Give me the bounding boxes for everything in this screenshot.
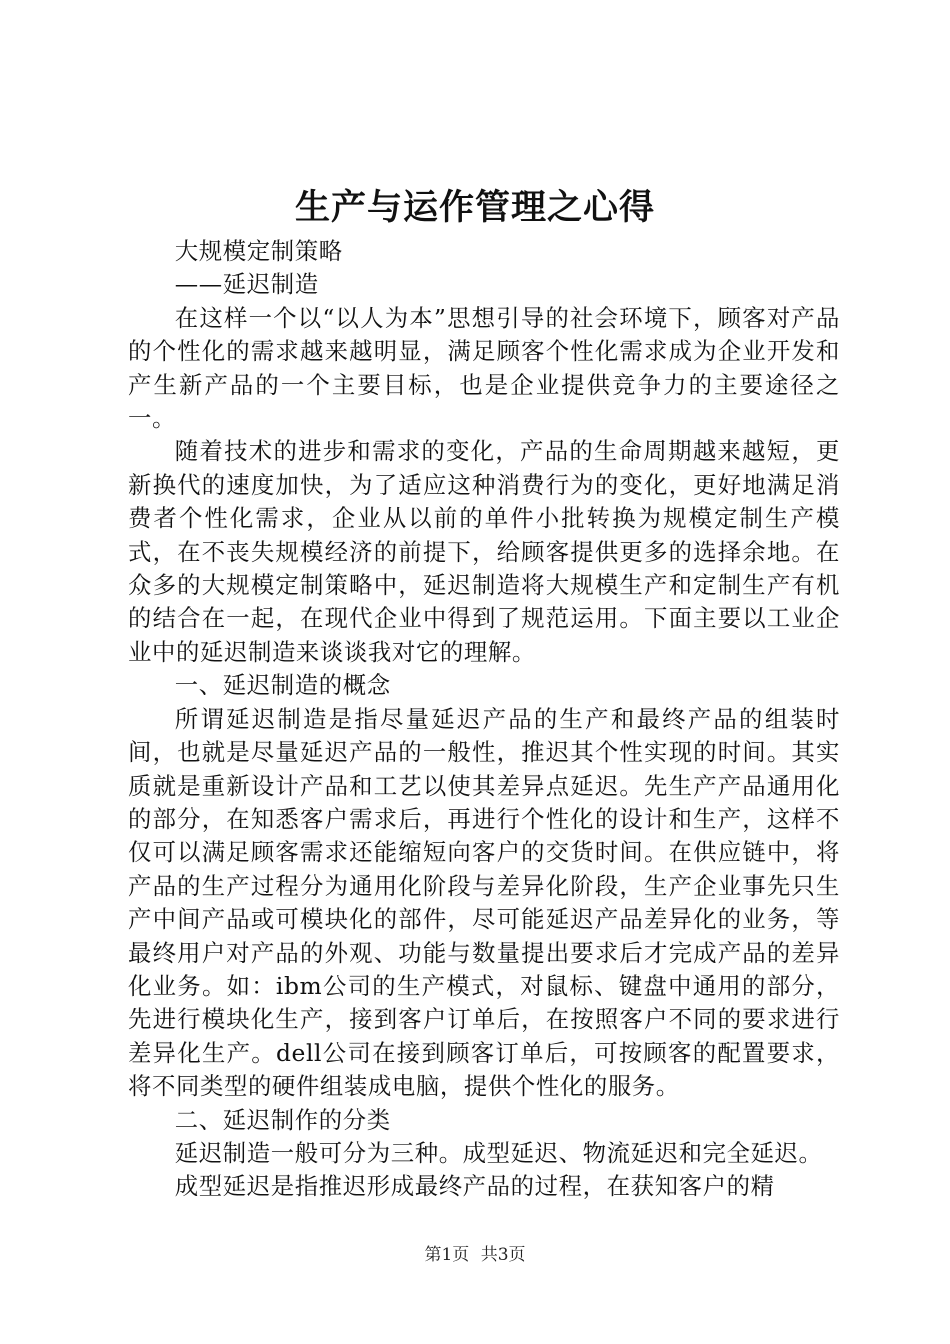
paragraph-subtitle: 大规模定制策略 [174,237,343,265]
paragraph: 随着技术的进步和需求的变化，产品的生命周期越来越短，更新换代的速度加快，为了适应这种消费行为的变化，更好地满足消费者个性化需求，企业从以前的单件小批转换为规模定制生产模式，在不丧失规模经济的前提下，给顾客提供更多的选择余地。在众多的大规模定制策略中，延迟制造将大规模生产和定制生产有机的结合在一起，在现代企业中得到了规范运用。下面主要以工业企业中的延迟制造来谈谈我对它的理解。 [128,437,840,666]
section-heading: 二、延迟制作的分类 [174,1105,391,1134]
document-body [128,235,840,1204]
page-total: 共3页 [480,1245,526,1265]
document-title: 生产与运作管理之心得 [294,188,655,228]
paragraph: 在这样一个以“以人为本”思想引导的社会环境下，顾客对产品的个性化的需求越来越明显，满足顾客个性化需求成为企业开发和产生新产品的一个主要目标，也是企业提供竞争力的主要途径之一。 [128,303,840,433]
paragraph-subtitle-dash: ——延迟制造 [174,270,319,299]
page-number: 第1页 [424,1245,470,1265]
paragraph: 延迟制造一般可分为三种。成型延迟、物流延迟和完全延迟。 [174,1138,823,1167]
paragraph: 所谓延迟制造是指尽量延迟产品的生产和最终产品的组装时间，也就是尽量延迟产品的一般性，推迟其个性实现的时间。其实质就是重新设计产品和工艺以使其差异点延迟。先生产产品通用化的部分，在知悉客户需求后，再进行个性化的设计和生产，这样不仅可以满足顾客需求还能缩短向客户的交货时间。在供应链中，将产品的生产过程分为通用化阶段与差异化阶段，生产企业事先只生产中间产品或可模块化的部件，尽可能延迟产品差异化的业务，等最终用户对产品的外观、功能与数量提出要求后才完成产品的差异化业务。如：ibm公司的生产模式，对鼠标、键盘中通用的部分，先进行模块化生产，接到客户订单后，在按照客户不同的要求进行差异化生产。dell公司在接到顾客订单后，可按顾客的配置要求，将不同类型的硬件组装成电脑，提供个性化的服务。 [128,704,840,1101]
page-footer [0,1243,950,1267]
paragraph: 成型延迟是指推迟形成最终产品的过程，在获知客户的精 [174,1172,775,1201]
section-heading: 一、延迟制造的概念 [174,671,391,700]
